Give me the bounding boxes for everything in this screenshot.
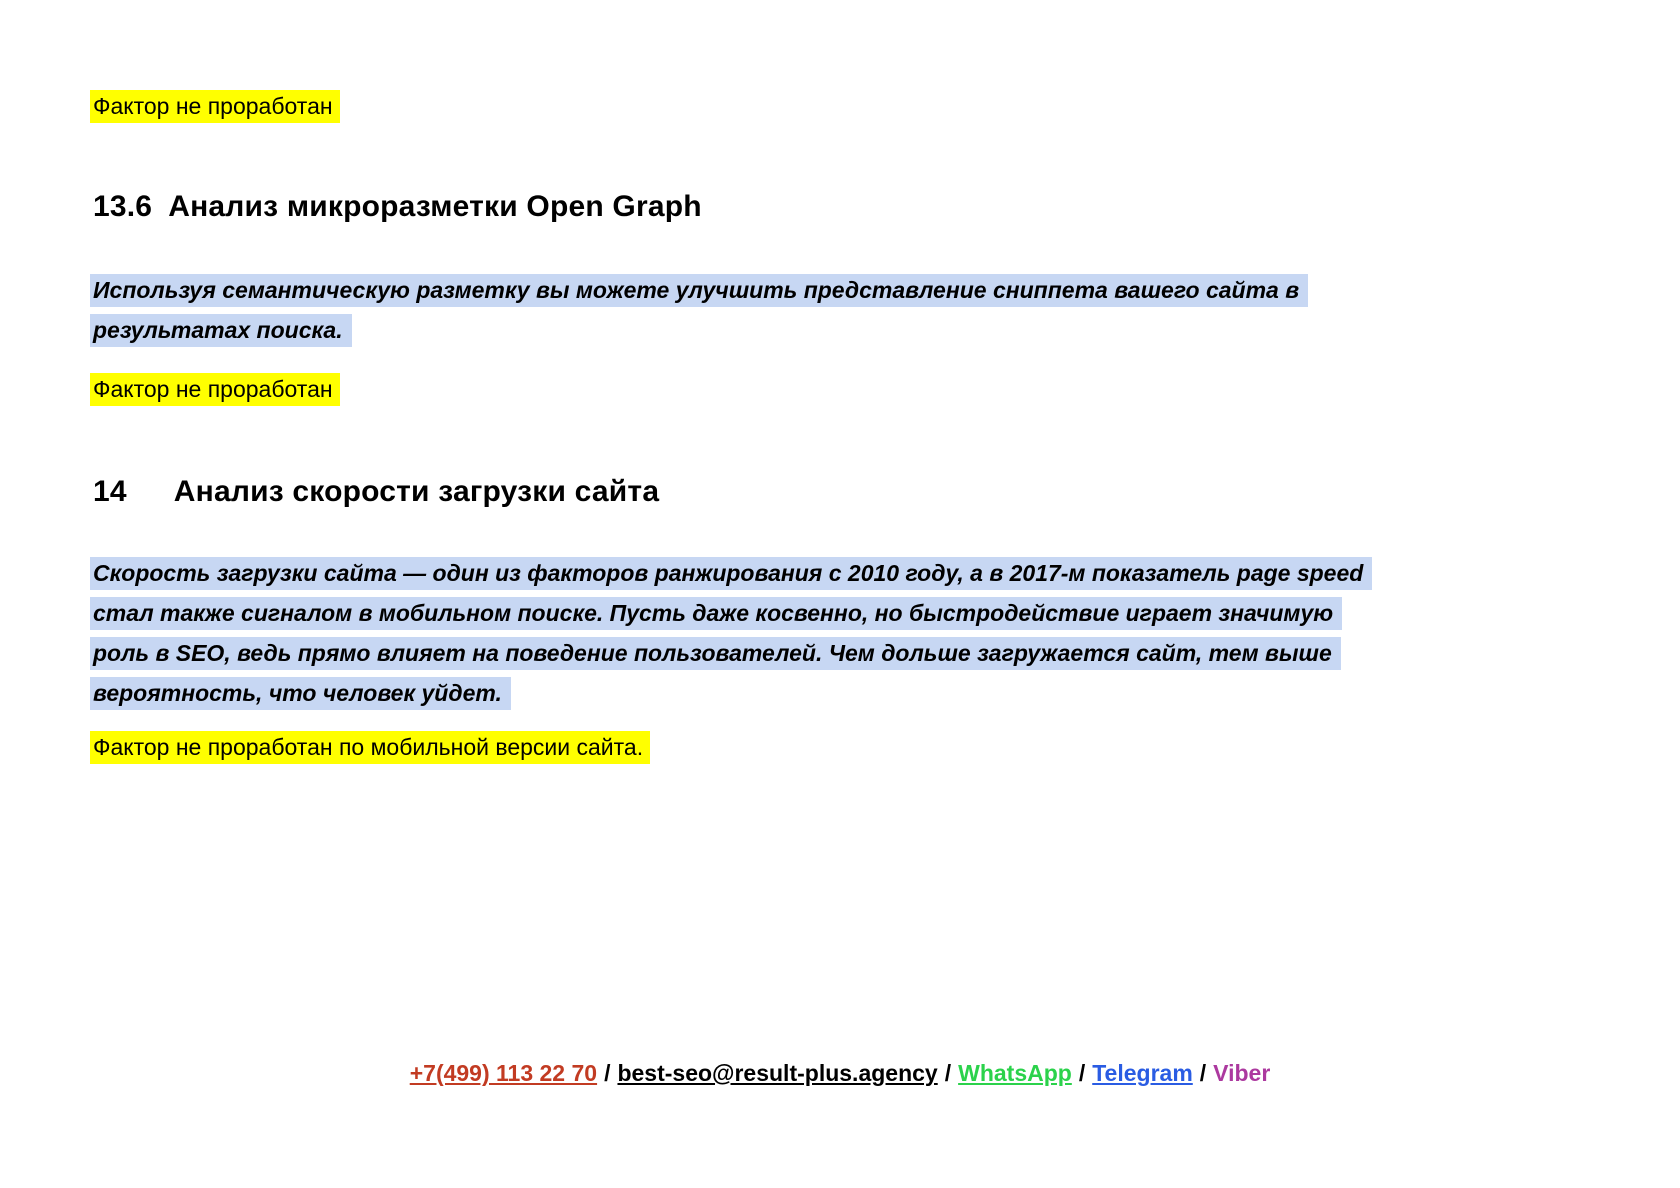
email-link[interactable]: best-seo@result-plus.agency	[617, 1060, 938, 1086]
highlighted-note-text: Фактор не проработан	[90, 373, 340, 406]
heading-13-6-title: Анализ микроразметки Open Graph	[168, 190, 702, 223]
highlighted-para-text: Скорость загрузки сайта — один из факторов ранжирования с 2010 году, а в 2017-м показатель page speed	[90, 557, 1372, 590]
heading-14-title: Анализ скорости загрузки сайта	[173, 475, 660, 508]
highlighted-para-text: результатах поиска.	[90, 314, 352, 347]
separator: /	[604, 1060, 611, 1086]
highlighted-para-text: Используя семантическую разметку вы можете улучшить представление сниппета вашего сайта в	[90, 274, 1308, 307]
para-page-speed-line	[93, 637, 1587, 670]
highlighted-note-text: Фактор не проработан	[90, 90, 340, 123]
phone-link[interactable]: +7(499) 113 22 70	[409, 1060, 598, 1086]
para-page-speed-line	[93, 557, 1587, 590]
highlighted-para-text: роль в SEO, ведь прямо влияет на поведение пользователей. Чем дольше загружается сайт, тем выше	[90, 637, 1341, 670]
separator: /	[1078, 1060, 1086, 1086]
para-open-graph-line	[93, 274, 1587, 307]
note-factor-not-worked-mobile	[93, 731, 1587, 764]
footer-contacts	[0, 1058, 1680, 1088]
heading-13-6-number: 13.6	[93, 190, 153, 223]
heading-13-6	[93, 189, 1587, 225]
heading-14	[93, 474, 1587, 510]
highlighted-note-text: Фактор не проработан по мобильной версии сайта.	[90, 731, 650, 764]
para-page-speed	[93, 557, 1587, 710]
para-open-graph	[93, 274, 1587, 347]
para-open-graph-line	[93, 314, 1587, 347]
whatsapp-link[interactable]: WhatsApp	[958, 1060, 1072, 1086]
para-page-speed-line	[93, 677, 1587, 710]
viber-link[interactable]: Viber	[1213, 1060, 1271, 1086]
highlighted-para-text: стал также сигналом в мобильном поиске. Пусть даже косвенно, но быстродействие играет значимую	[90, 597, 1342, 630]
heading-14-number: 14	[93, 475, 127, 508]
highlighted-para-text: вероятность, что человек уйдет.	[90, 677, 511, 710]
para-page-speed-line	[93, 597, 1587, 630]
note-factor-not-worked-top	[93, 90, 1587, 123]
telegram-link[interactable]: Telegram	[1092, 1060, 1193, 1086]
separator: /	[944, 1060, 952, 1086]
note-factor-not-worked-mid	[93, 373, 1587, 406]
separator: /	[1199, 1060, 1207, 1086]
